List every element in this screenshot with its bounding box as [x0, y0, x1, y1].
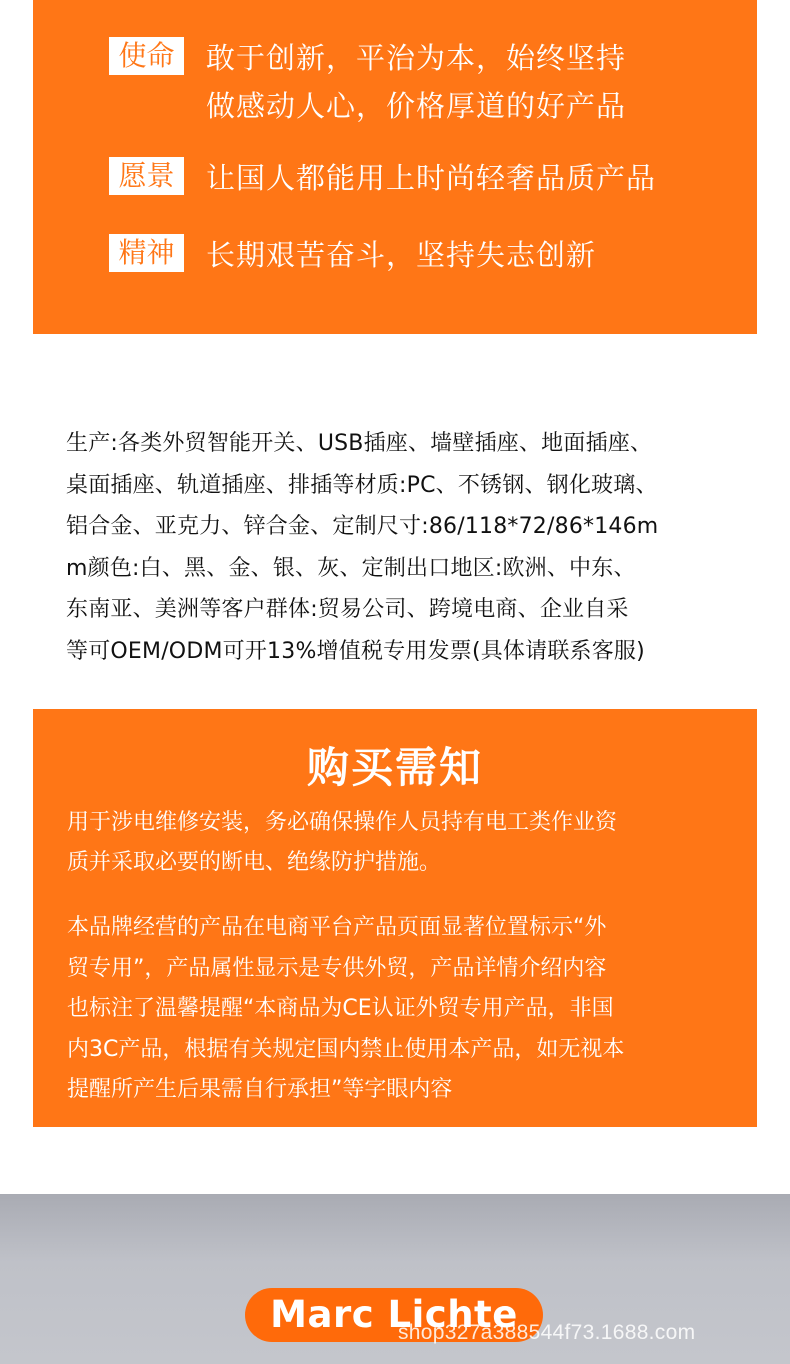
vision-text: 让国人都能用上时尚轻奢品质产品: [206, 161, 657, 195]
purchase-notice-block: [33, 709, 757, 1127]
mission-text: 敢于创新，平治为本，始终坚持 做感动人心，价格厚道的好产品: [206, 41, 627, 123]
mission-tag: 使命: [109, 37, 184, 75]
notice-title: 购买需知: [306, 743, 483, 792]
notice-paragraph-export: 本品牌经营的产品在电商平台产品页面显著位置标示“外 贸专用”，产品属性显示是专供外贸，产品详情介绍内容 也标注了温馨提醒“本商品为CE认证外贸专用产品，非国 内3C产品，根据有关规定国内禁止使用本产品，如无视本 提醒所产生后果需自行承担”等字眼内容: [67, 915, 625, 1102]
company-values-block: [33, 0, 757, 334]
value-row-mission: [109, 34, 626, 130]
notice-paragraph-safety: 用于涉电维修安装，务必确保操作人员持有电工类作业资 质并采取必要的断电、绝缘防护措施。: [67, 810, 618, 875]
spirit-tag: 精神: [109, 234, 184, 272]
value-row-vision: [109, 154, 656, 202]
brand-logo: Marc Lichte: [245, 1288, 543, 1342]
brand-banner: [0, 1194, 790, 1364]
shop-watermark: shop327a388544f73.1688.com: [398, 1321, 696, 1344]
spirit-text: 长期艰苦奋斗，坚持失志创新: [206, 238, 597, 272]
value-row-spirit: [109, 231, 596, 279]
product-description: 生产:各类外贸智能开关、USB插座、墙壁插座、地面插座、 桌面插座、轨道插座、排插等材质:PC、不锈钢、钢化玻璃、 铝合金、亚克力、锌合金、定制尺寸:86/118*72/86*146m m颜色:白、黑、金、银、灰、定制出口地区:欧洲、中东、 东南亚、美洲等客户群体:贸易公司、跨境电商、企业自采 等可OEM/ODM可开13%增值税专用发票(具体请联系客服): [66, 431, 659, 664]
vision-tag: 愿景: [109, 157, 184, 195]
